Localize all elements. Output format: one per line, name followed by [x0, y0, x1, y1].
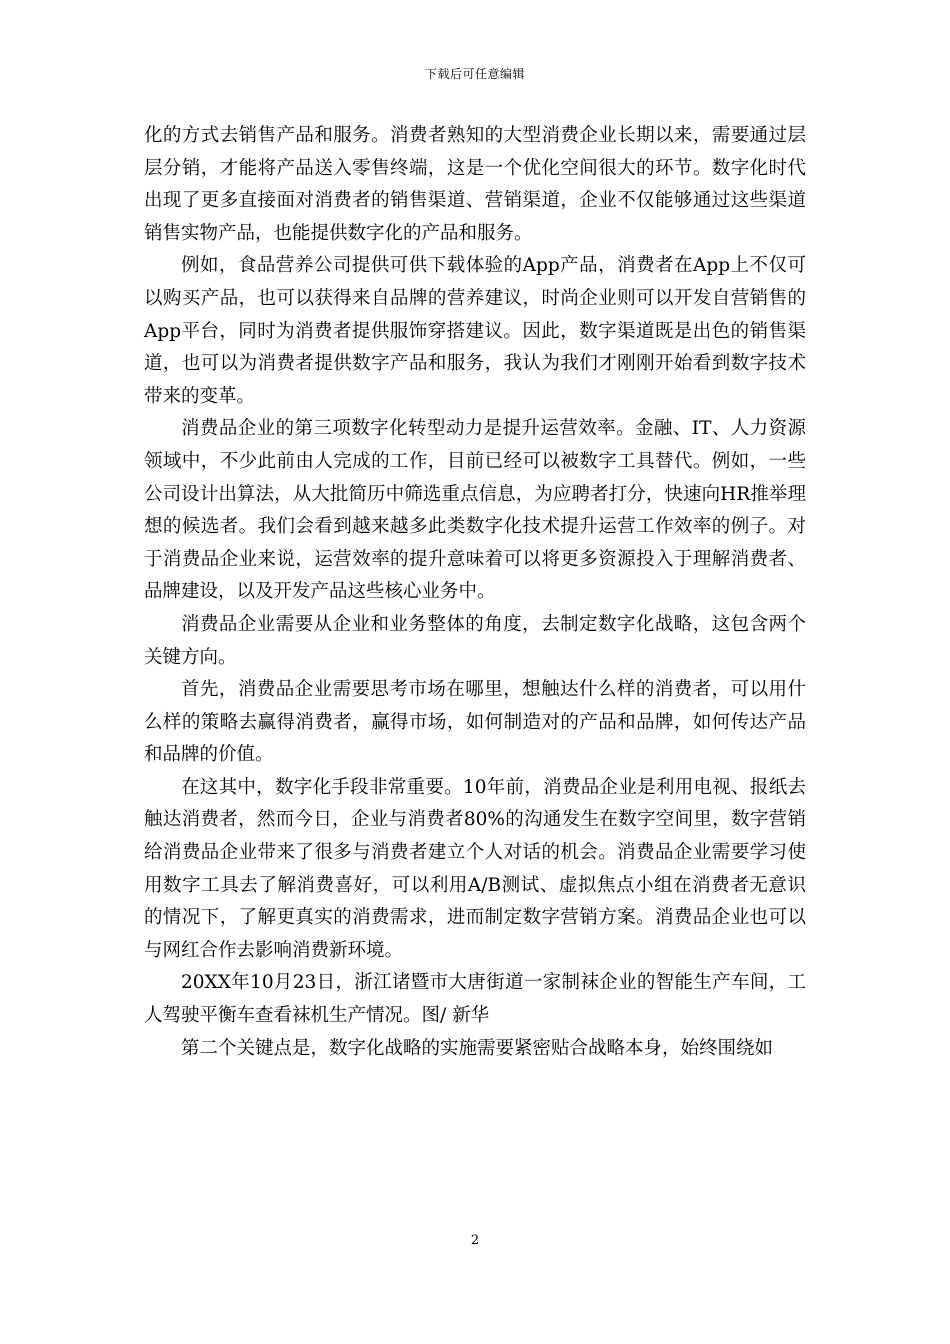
- paragraph-first-direction: 首先，消费品企业需要思考市场在哪里，想触达什么样的消费者，可以用什么样的策略去赢得消费者，赢得市场，如何制造对的产品和品牌，如何传达产品和品牌的价值。: [144, 679, 806, 766]
- document-body: [144, 120, 806, 1065]
- paragraph-continuation: 化的方式去销售产品和服务。消费者熟知的大型消费企业长期以来，需要通过层层分销，才能将产品送入零售终端，这是一个优化空间很大的环节。数字化时代出现了更多直接面对消费者的销售渠道、营销渠道，企业不仅能够通过这些渠道销售实物产品，也能提供数字化的产品和服务。: [144, 125, 806, 244]
- paragraph-example-app: 例如，食品营养公司提供可供下载体验的App产品，消费者在App上不仅可以购买产品，也可以获得来自品牌的营养建议，时尚企业则可以开发自营销售的App平台，同时为消费者提供服饰穿搭建议。因此，数字渠道既是出色的销售渠道，也可以为消费者提供数字产品和服务，我认为我们才刚刚开始看到数字技术带来的变革。: [144, 255, 806, 407]
- paragraph-photo-caption: 20XX年10月23日，浙江诸暨市大唐街道一家制袜企业的智能生产车间，工人驾驶平衡车查看袜机生产情况。图/ 新华: [144, 972, 806, 1027]
- page-header: 下载后可任意编辑: [424, 67, 525, 81]
- paragraph-digital-strategy: 消费品企业需要从企业和业务整体的角度，去制定数字化战略，这包含两个关键方向。: [144, 613, 806, 668]
- page-number: 2: [470, 1233, 480, 1248]
- paragraph-second-key-point: 第二个关键点是，数字化战略的实施需要紧密贴合战略本身，始终围绕如: [181, 1037, 774, 1059]
- paragraph-operational-efficiency: 消费品企业的第三项数字化转型动力是提升运营效率。金融、IT、人力资源领域中，不少此前由人完成的工作，目前已经可以被数字工具替代。例如，一些公司设计出算法，从大批简历中筛选重点信息，为应聘者打分，快速向HR推举理想的候选者。我们会看到越来越多此类数字化技术提升运营工作效率的例子。对于消费品企业来说，运营效率的提升意味着可以将更多资源投入于理解消费者、品牌建设，以及开发产品这些核心业务中。: [144, 418, 806, 603]
- paragraph-digital-means: 在这其中，数字化手段非常重要。10年前，消费品企业是利用电视、报纸去触达消费者，然而今日，企业与消费者80%的沟通发生在数字空间里，数字营销给消费品企业带来了很多与消费者建立个人对话的机会。消费品企业需要学习使用数字工具去了解消费喜好，可以利用A/B测试、虚拟焦点小组在消费者无意识的情况下，了解更真实的消费需求，进而制定数字营销方案。消费品企业也可以与网红合作去影响消费新环境。: [144, 776, 806, 961]
